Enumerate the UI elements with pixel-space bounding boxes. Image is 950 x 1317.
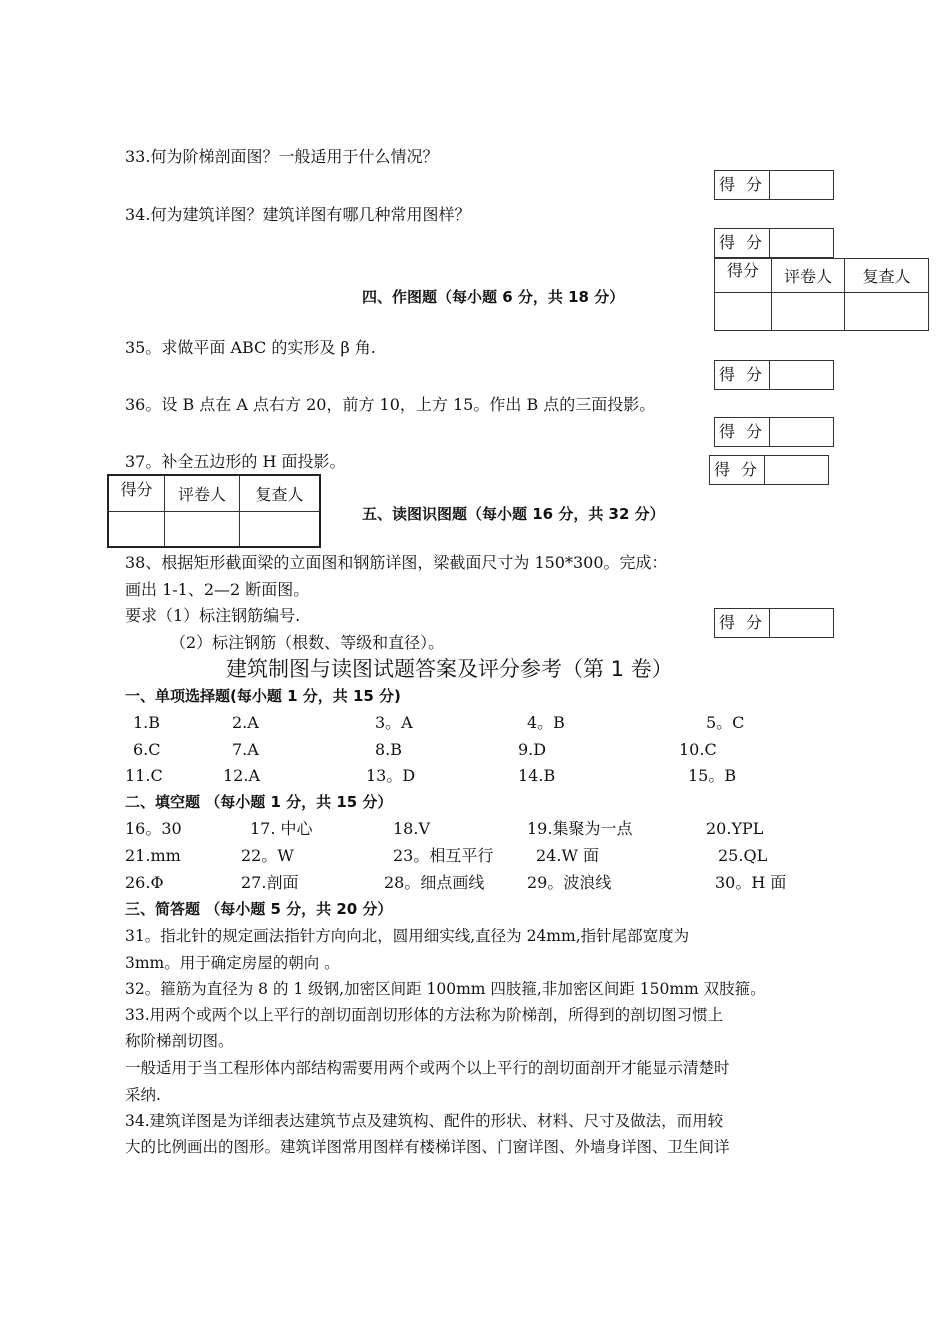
answer-paragraph-line: 32。箍筋为直径为 8 的 1 级钢,加密区间距 100mm 四肢箍,非加密区间距 150mm 双肢箍。 <box>125 980 766 998</box>
grader-table <box>714 258 929 331</box>
score-box <box>709 455 829 485</box>
score-value[interactable] <box>770 609 833 637</box>
answers-s1-heading: 一、单项选择题(每小题 1 分，共 15 分) <box>125 687 401 705</box>
score-box <box>714 170 834 200</box>
score-value[interactable] <box>770 418 833 446</box>
grader-cell[interactable] <box>772 293 845 331</box>
answer-item: 23。相互平行 <box>393 846 494 865</box>
question-38-line4: （2）标注钢筋（根数、等级和直径）。 <box>170 633 445 652</box>
answer-item: 3。A <box>375 713 413 732</box>
score-value[interactable] <box>770 361 833 389</box>
answer-item: 14.B <box>518 766 556 785</box>
answer-title: 建筑制图与读图试题答案及评分参考（第 1 卷） <box>226 657 673 681</box>
question-38-line1: 38、根据矩形截面梁的立面图和钢筋详图，梁截面尺寸为 150*300。完成： <box>125 553 668 572</box>
score-box <box>714 360 834 390</box>
grader-cell[interactable] <box>165 511 240 547</box>
answer-item: 15。B <box>688 766 737 785</box>
score-box <box>714 608 834 638</box>
question-34: 34.何为建筑详图？建筑详图有哪几种常用图样？ <box>125 205 471 224</box>
grader-table <box>107 474 321 548</box>
answer-item: 19.集聚为一点 <box>527 819 633 838</box>
answer-item: 18.V <box>393 819 430 838</box>
answer-item: 5。C <box>706 713 745 732</box>
section-5-heading: 五、读图识图题（每小题 16 分，共 32 分） <box>362 505 665 523</box>
answer-item: 16。30 <box>125 819 182 838</box>
answer-item: 28。细点画线 <box>384 873 485 892</box>
answer-item: 27.剖面 <box>241 873 299 892</box>
grader-col-reviewer: 复查人 <box>240 475 321 511</box>
answer-item: 6.C <box>133 740 161 759</box>
score-value[interactable] <box>765 456 828 484</box>
answer-item: 22。W <box>241 846 294 865</box>
answer-item: 1.B <box>133 713 161 732</box>
score-value[interactable] <box>770 229 833 257</box>
score-label: 得 分 <box>715 418 770 446</box>
answer-item: 4。B <box>527 713 565 732</box>
score-box <box>714 417 834 447</box>
question-35: 35。求做平面 ABC 的实形及 β 角. <box>125 338 376 357</box>
grader-col-reviewer: 复查人 <box>845 259 929 293</box>
score-label: 得 分 <box>715 229 770 257</box>
answer-item: 29。波浪线 <box>527 873 612 892</box>
answer-paragraph-line: 大的比例画出的图形。建筑详图常用图样有楼梯详图、门窗详图、外墙身详图、卫生间详 <box>125 1138 730 1156</box>
question-36: 36。设 B 点在 A 点右方 20，前方 10，上方 15。作出 B 点的三面投影。 <box>125 395 656 414</box>
score-box <box>714 228 834 258</box>
answer-paragraph-line: 称阶梯剖切图。 <box>125 1032 234 1050</box>
answer-paragraph-line: 3mm。用于确定房屋的朝向 。 <box>125 954 340 972</box>
answer-paragraph-line: 采纳. <box>125 1086 161 1104</box>
answers-s2-heading: 二、填空题 （每小题 1 分，共 15 分） <box>125 793 393 811</box>
answer-item: 21.mm <box>125 846 181 865</box>
grader-cell[interactable] <box>845 293 929 331</box>
answer-paragraph-line: 34.建筑详图是为详细表达建筑节点及建筑构、配件的形状、材料、尺寸及做法，而用较 <box>125 1112 724 1130</box>
answer-item: 13。D <box>366 766 416 785</box>
answer-item: 12.A <box>223 766 260 785</box>
answer-item: 9.D <box>518 740 547 759</box>
grader-cell[interactable] <box>240 511 321 547</box>
score-label: 得 分 <box>715 361 770 389</box>
section-4-heading: 四、作图题（每小题 6 分，共 18 分） <box>362 288 625 306</box>
question-38-line3: 要求（1）标注钢筋编号. <box>125 606 301 625</box>
score-label: 得 分 <box>715 171 770 199</box>
score-label: 得 分 <box>715 609 770 637</box>
answer-item: 8.B <box>375 740 403 759</box>
grader-col-score: 得分 <box>715 259 772 293</box>
answer-item: 11.C <box>125 766 163 785</box>
score-label: 得 分 <box>710 456 765 484</box>
question-38-line2: 画出 1-1、2—2 断面图。 <box>125 580 310 599</box>
answer-item: 7.A <box>232 740 259 759</box>
answer-item: 30。H 面 <box>715 873 787 892</box>
score-value[interactable] <box>770 171 833 199</box>
grader-col-score: 得分 <box>108 475 165 511</box>
answer-paragraph-line: 一般适用于当工程形体内部结构需要用两个或两个以上平行的剖切面剖开才能显示清楚时 <box>125 1059 730 1077</box>
answer-item: 20.YPL <box>706 819 764 838</box>
answer-paragraph-line: 33.用两个或两个以上平行的剖切面剖切形体的方法称为阶梯剖，所得到的剖切图习惯上 <box>125 1006 724 1024</box>
question-37: 37。补全五边形的 H 面投影。 <box>125 452 346 471</box>
answer-item: 17. 中心 <box>250 819 313 838</box>
answer-item: 25.QL <box>718 846 768 865</box>
grader-cell[interactable] <box>108 511 165 547</box>
answer-paragraph-line: 31。指北针的规定画法指针方向向北，圆用细实线,直径为 24mm,指针尾部宽度为 <box>125 927 690 945</box>
answers-s3-heading: 三、简答题 （每小题 5 分，共 20 分） <box>125 900 393 918</box>
grader-col-grader: 评卷人 <box>165 475 240 511</box>
answer-item: 2.A <box>232 713 259 732</box>
grader-col-grader: 评卷人 <box>772 259 845 293</box>
answer-item: 10.C <box>679 740 717 759</box>
question-33: 33.何为阶梯剖面图？一般适用于什么情况？ <box>125 147 439 166</box>
answer-item: 24.W 面 <box>536 846 599 865</box>
answer-item: 26.Φ <box>125 873 164 892</box>
grader-cell[interactable] <box>715 293 772 331</box>
